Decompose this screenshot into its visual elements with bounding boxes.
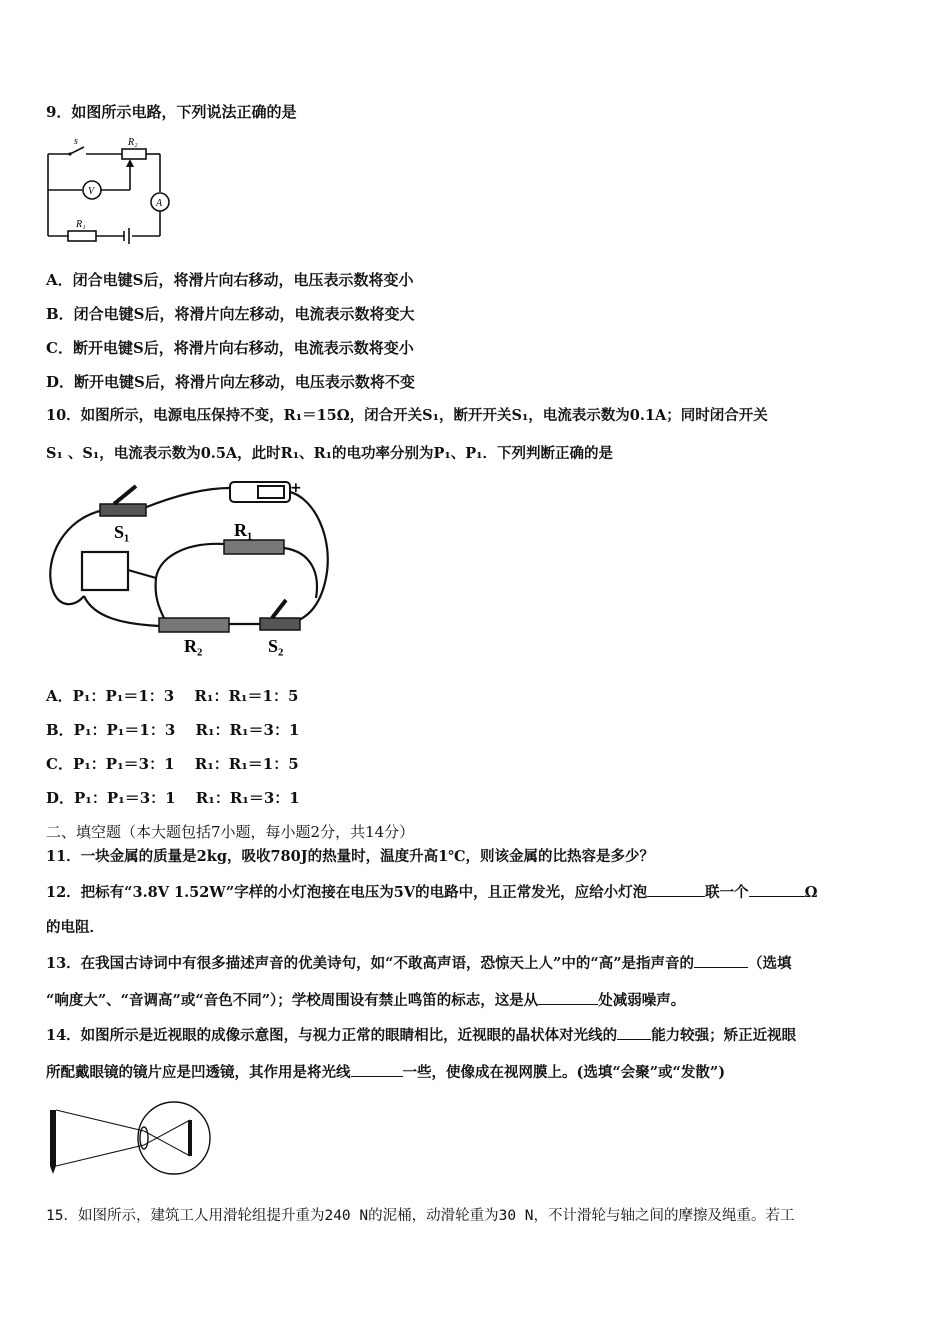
q12-line2: 的电阻． bbox=[46, 919, 104, 936]
r2-label: R₂ bbox=[184, 636, 203, 656]
q13-line2a: “响度大”、“音调高”或“音色不同”）；学校周围设有禁止鸣笛的标志，这是从 bbox=[46, 992, 539, 1009]
q13-blank-1[interactable] bbox=[694, 953, 748, 968]
q14-line2a: 所配戴眼镜的镜片应是凹透镜，其作用是将光线 bbox=[46, 1064, 351, 1081]
voltmeter-label: V bbox=[88, 186, 95, 197]
q11-text: 11．一块金属的质量是2kg，吸收780J的热量时，温度升高1℃，则该金属的比热容是多少？ bbox=[46, 848, 655, 865]
q12-part3: Ω bbox=[804, 884, 818, 901]
r1-label: R₁ bbox=[76, 219, 86, 230]
battery-plus-label: + bbox=[290, 480, 302, 496]
q14-line1 bbox=[46, 1025, 796, 1046]
q14-blank-2[interactable] bbox=[351, 1062, 403, 1077]
q14-line2 bbox=[46, 1062, 725, 1083]
q13-part1: 13．在我国古诗词中有很多描述声音的优美诗句，如“不敢高声语，恐惊天上人”中的“高”是指声音的 bbox=[46, 955, 695, 972]
q10-option-c: C．P₁：P₁＝3：1 R₁：R₁＝1：5 bbox=[46, 755, 299, 773]
s1-label: S₁ bbox=[114, 522, 130, 542]
q13-line1 bbox=[46, 953, 792, 974]
r1-label: R₁ bbox=[234, 520, 253, 540]
switch-s-label: s bbox=[74, 136, 78, 147]
q12-blank-2[interactable] bbox=[749, 882, 805, 897]
q12-part2: 联一个 bbox=[705, 884, 749, 901]
q10-circuit-diagram bbox=[44, 478, 334, 658]
q13-part2: （选填 bbox=[748, 955, 792, 972]
q14-line2b: 一些，使像成在视网膜上。(选填“会聚”或“发散”) bbox=[402, 1064, 726, 1081]
r2-label: R₂ bbox=[128, 137, 138, 148]
q14-part1: 14．如图所示是近视眼的成像示意图，与视力正常的眼睛相比，近视眼的晶状体对光线的 bbox=[46, 1027, 618, 1044]
q14-blank-1[interactable] bbox=[617, 1025, 651, 1040]
q9-option-c: C．断开电键S后，将滑片向右移动，电流表示数将变小 bbox=[46, 339, 414, 357]
myopia-eye-diagram bbox=[44, 1098, 214, 1178]
q14-part2: 能力较强；矫正近视眼 bbox=[651, 1027, 797, 1044]
q9-stem: 9．如图所示电路，下列说法正确的是 bbox=[46, 103, 297, 121]
section-2-heading: 二、填空题（本大题包括7小题，每小题2分，共14分） bbox=[46, 823, 415, 841]
q12-blank-1[interactable] bbox=[647, 882, 705, 897]
q12-part1: 12．把标有“3.8V 1.52W”字样的小灯泡接在电压为5V的电路中，且正常发光，应给小灯泡 bbox=[46, 884, 648, 901]
q13-line2 bbox=[46, 990, 685, 1011]
s2-label: S₂ bbox=[268, 636, 284, 656]
q13-line2b: 处减弱噪声。 bbox=[598, 992, 686, 1009]
q12-line1 bbox=[46, 882, 818, 903]
q10-option-b: B．P₁：P₁＝1：3 R₁：R₁＝3：1 bbox=[46, 721, 300, 739]
q13-blank-2[interactable] bbox=[538, 990, 598, 1005]
q10-stem-line1: 10．如图所示，电源电压保持不变，R₁＝15Ω，闭合开关S₁，断开开关S₁，电流表示数为0.1A；同时闭合开关 bbox=[46, 407, 768, 424]
q10-stem-line2: S₁ 、S₁，电流表示数为0.5A，此时R₁、R₁的电功率分别为P₁、P₁．下列判断正确的是 bbox=[46, 445, 613, 462]
q9-circuit-diagram bbox=[44, 132, 184, 248]
q15-text: 15．如图所示，建筑工人用滑轮组提升重为240 N的泥桶，动滑轮重为30 N，不计滑轮与轴之间的摩擦及绳重。若工 bbox=[46, 1208, 795, 1224]
q10-option-d: D．P₁：P₁＝3：1 R₁：R₁＝3：1 bbox=[46, 789, 300, 807]
q9-option-d: D．断开电键S后，将滑片向左移动，电压表示数将不变 bbox=[46, 373, 415, 391]
q9-option-a: A．闭合电键S后，将滑片向右移动，电压表示数将变小 bbox=[46, 271, 414, 289]
q10-option-a: A．P₁：P₁＝1：3 R₁：R₁＝1：5 bbox=[46, 687, 299, 705]
q9-option-b: B．闭合电键S后，将滑片向左移动，电流表示数将变大 bbox=[46, 305, 415, 323]
ammeter-label: A bbox=[156, 198, 163, 209]
